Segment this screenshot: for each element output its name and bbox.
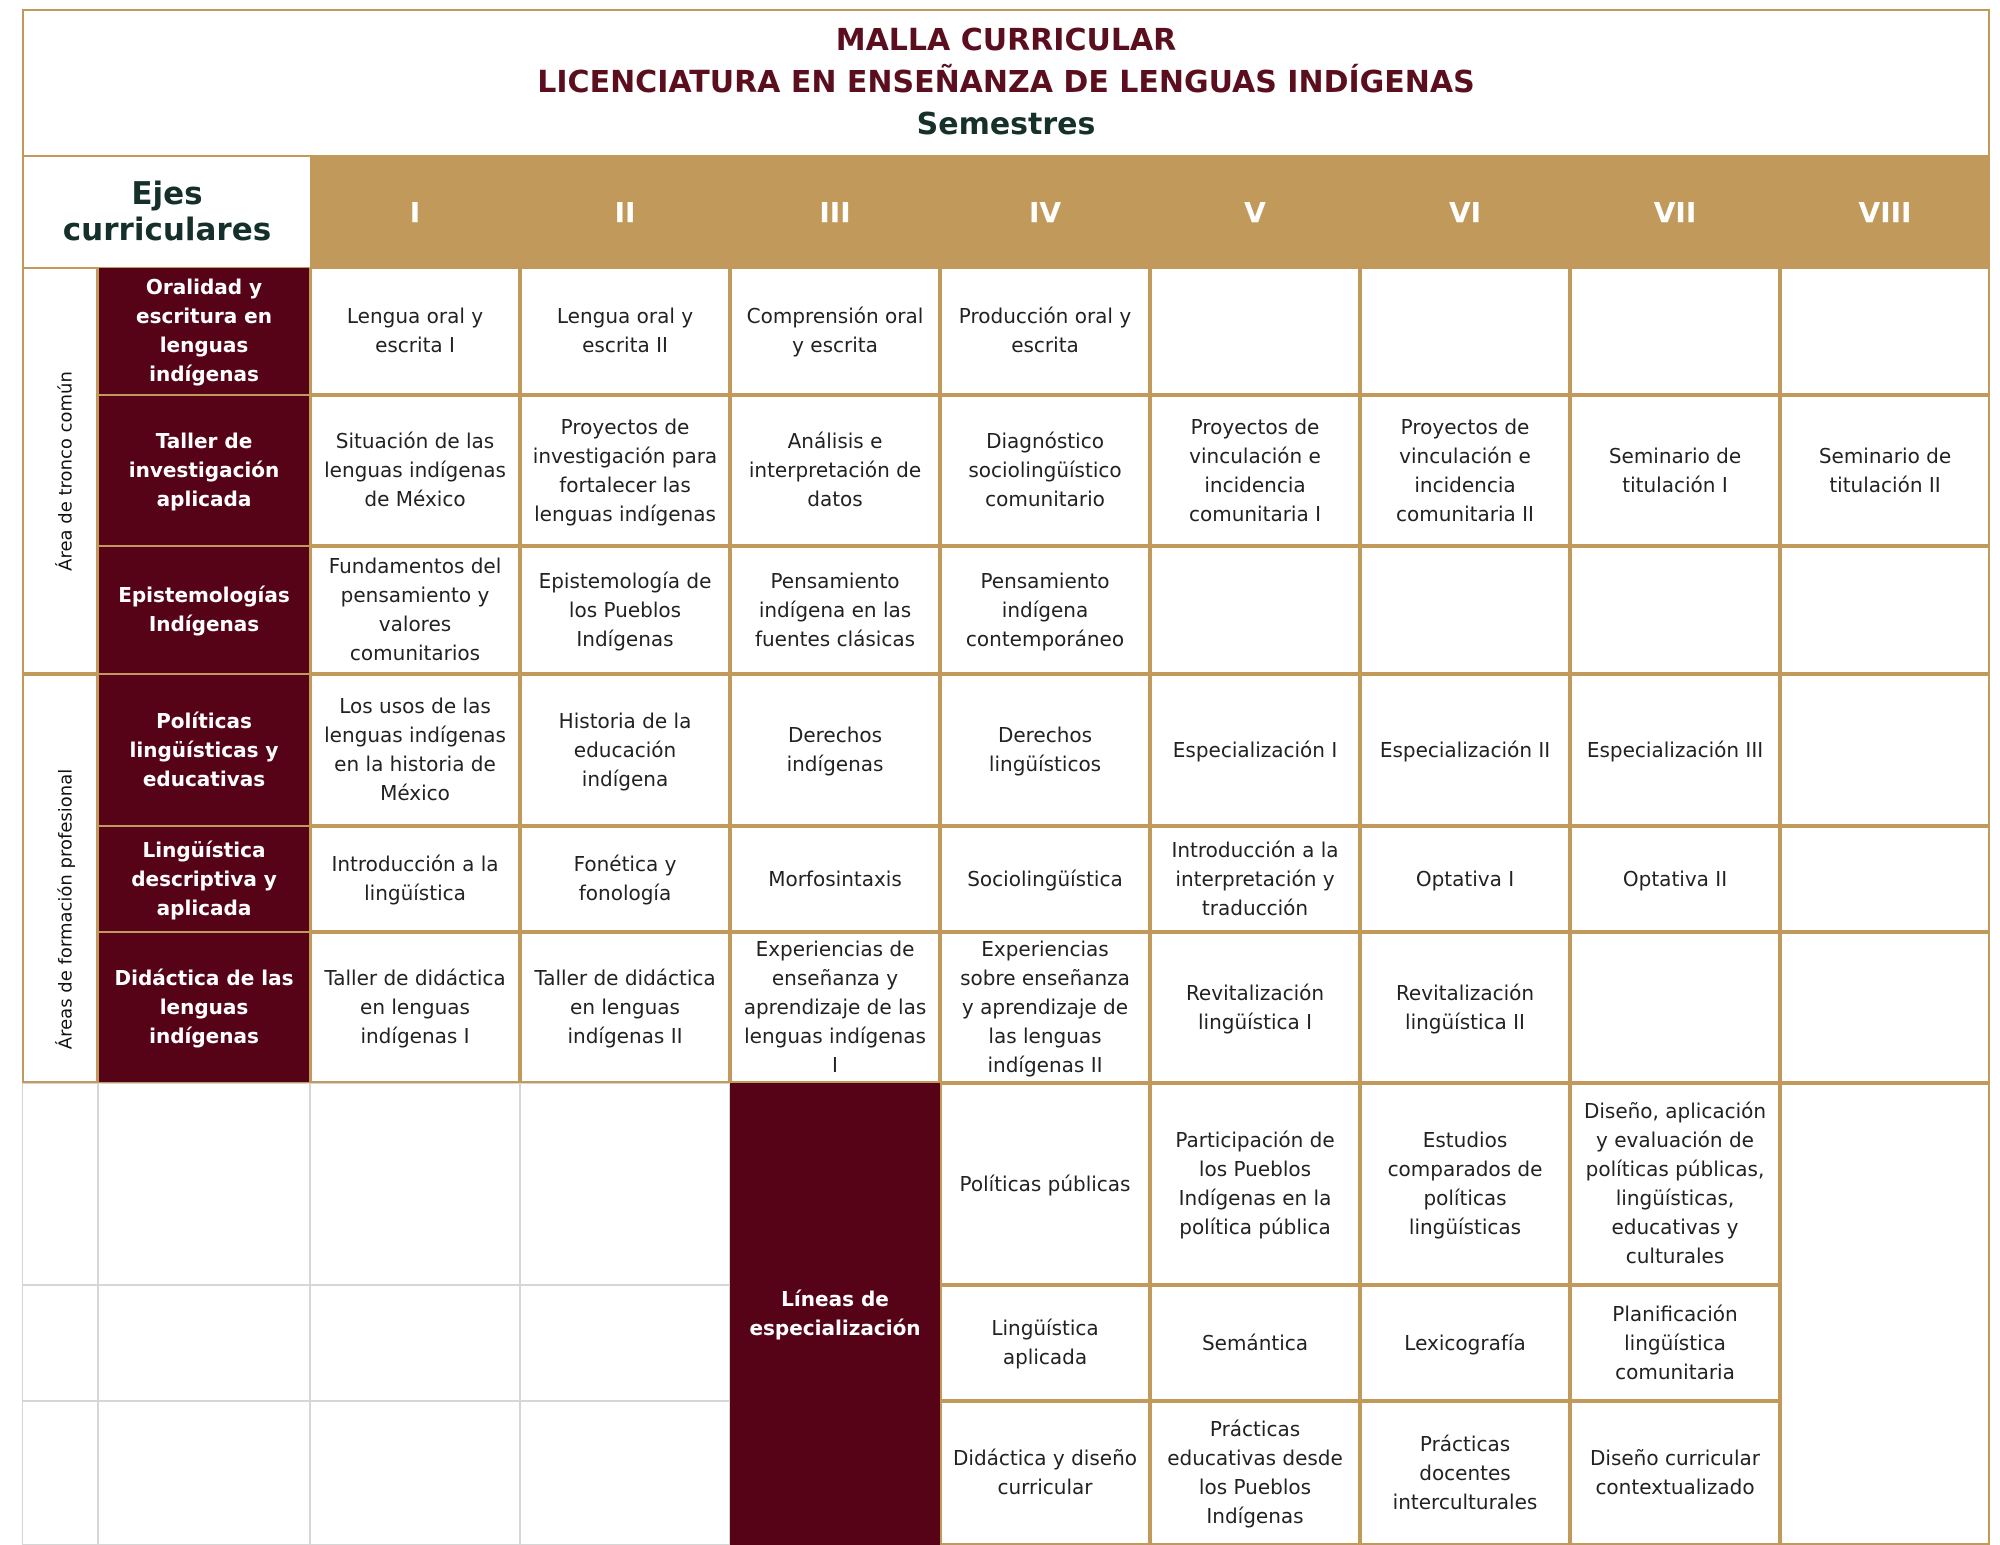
title-semestres: Semestres — [916, 107, 1096, 142]
course-cell — [1570, 267, 1780, 395]
course-cell: Derechos lingüísticos — [940, 674, 1150, 826]
specialization-course-cell: Didáctica y diseño curricular — [940, 1401, 1150, 1545]
specialization-course-cell: Prácticas educativas desde los Pueblos Indígenas — [1150, 1401, 1360, 1545]
course-cell: Pensamiento indígena contemporáneo — [940, 546, 1150, 674]
course-cell: Los usos de las lenguas indígenas en la historia de México — [310, 674, 520, 826]
empty-area-cell — [22, 1285, 98, 1401]
course-cell: Optativa II — [1570, 826, 1780, 932]
axis-label: Oralidad y escritura en lenguas indígenas — [98, 267, 310, 395]
course-cell — [1150, 546, 1360, 674]
course-cell: Lengua oral y escrita I — [310, 267, 520, 395]
empty-area-cell — [22, 1083, 98, 1285]
course-cell: Especialización III — [1570, 674, 1780, 826]
course-cell: Experiencias de enseñanza y aprendizaje de las lenguas indígenas I — [730, 932, 940, 1083]
course-cell: Introducción a la lingüística — [310, 826, 520, 932]
course-cell — [1780, 267, 1990, 395]
course-cell: Especialización II — [1360, 674, 1570, 826]
course-cell: Proyectos de vinculación e incidencia comunitaria I — [1150, 395, 1360, 546]
course-cell: Epistemología de los Pueblos Indígenas — [520, 546, 730, 674]
semester-header-ii: II — [520, 157, 730, 267]
specialization-course-cell: Lexicografía — [1360, 1285, 1570, 1401]
course-cell: Lengua oral y escrita II — [520, 267, 730, 395]
axis-label: Didáctica de las lenguas indígenas — [98, 932, 310, 1083]
course-cell: Revitalización lingüística I — [1150, 932, 1360, 1083]
empty-axis-cell — [98, 1285, 310, 1401]
course-cell: Optativa I — [1360, 826, 1570, 932]
course-cell: Fonética y fonología — [520, 826, 730, 932]
specialization-course-cell: Políticas públicas — [940, 1083, 1150, 1285]
semester-header-i: I — [310, 157, 520, 267]
course-cell: Diagnóstico sociolingüístico comunitario — [940, 395, 1150, 546]
specialization-course-cell: Estudios comparados de políticas lingüísticas — [1360, 1083, 1570, 1285]
course-cell — [1360, 546, 1570, 674]
course-cell — [1780, 674, 1990, 826]
course-cell — [1570, 546, 1780, 674]
empty-cell — [520, 1401, 730, 1545]
course-cell: Pensamiento indígena en las fuentes clásicas — [730, 546, 940, 674]
empty-cell — [310, 1083, 520, 1285]
specialization-course-cell: Participación de los Pueblos Indígenas en la política pública — [1150, 1083, 1360, 1285]
specialization-course-cell: Planificación lingüística comunitaria — [1570, 1285, 1780, 1401]
course-cell: Taller de didáctica en lenguas indígenas I — [310, 932, 520, 1083]
course-cell: Derechos indígenas — [730, 674, 940, 826]
course-cell: Comprensión oral y escrita — [730, 267, 940, 395]
course-cell: Experiencias sobre enseñanza y aprendizaje de las lenguas indígenas II — [940, 932, 1150, 1083]
course-cell: Morfosintaxis — [730, 826, 940, 932]
ejes-curriculares-header: Ejes curriculares — [22, 157, 310, 267]
specialization-course-cell: Diseño curricular contextualizado — [1570, 1401, 1780, 1545]
specialization-course-cell: Diseño, aplicación y evaluación de políticas públicas, lingüísticas, educativas y culturales — [1570, 1083, 1780, 1285]
empty-axis-cell — [98, 1401, 310, 1545]
course-cell: Seminario de titulación II — [1780, 395, 1990, 546]
empty-semester-viii-cell — [1780, 1083, 1990, 1545]
specialization-course-cell: Prácticas docentes interculturales — [1360, 1401, 1570, 1545]
course-cell — [1150, 267, 1360, 395]
semester-header-viii: VIII — [1780, 157, 1990, 267]
semester-header-iii: III — [730, 157, 940, 267]
course-cell: Proyectos de investigación para fortalecer las lenguas indígenas — [520, 395, 730, 546]
specialization-course-cell: Lingüística aplicada — [940, 1285, 1150, 1401]
course-cell: Especialización I — [1150, 674, 1360, 826]
area-tronco-comun-label: Área de tronco común — [55, 370, 77, 571]
semester-header-iv: IV — [940, 157, 1150, 267]
axis-label: Taller de investigación aplicada — [98, 395, 310, 546]
course-cell — [1780, 932, 1990, 1083]
title-block — [22, 9, 1990, 157]
course-cell: Revitalización lingüística II — [1360, 932, 1570, 1083]
course-cell: Sociolingüística — [940, 826, 1150, 932]
course-cell: Introducción a la interpretación y traducción — [1150, 826, 1360, 932]
empty-axis-cell — [98, 1083, 310, 1285]
course-cell: Seminario de titulación I — [1570, 395, 1780, 546]
lineas-especializacion-label: Líneas de especialización — [730, 1083, 940, 1545]
course-cell — [1780, 546, 1990, 674]
empty-cell — [310, 1285, 520, 1401]
course-cell: Análisis e interpretación de datos — [730, 395, 940, 546]
course-cell: Fundamentos del pensamiento y valores comunitarios — [310, 546, 520, 674]
empty-cell — [520, 1083, 730, 1285]
axis-label: Epistemologías Indígenas — [98, 546, 310, 674]
title-line-2: LICENCIATURA EN ENSEÑANZA DE LENGUAS INDÍGENAS — [537, 65, 1475, 100]
empty-area-cell — [22, 1401, 98, 1545]
empty-cell — [520, 1285, 730, 1401]
course-cell: Situación de las lenguas indígenas de México — [310, 395, 520, 546]
semester-header-vii: VII — [1570, 157, 1780, 267]
area-formacion-profesional-label: Áreas de formación profesional — [55, 768, 77, 1049]
course-cell — [1780, 826, 1990, 932]
course-cell: Producción oral y escrita — [940, 267, 1150, 395]
axis-label: Políticas lingüísticas y educativas — [98, 674, 310, 826]
specialization-course-cell: Semántica — [1150, 1285, 1360, 1401]
course-cell: Proyectos de vinculación e incidencia comunitaria II — [1360, 395, 1570, 546]
title-line-1: MALLA CURRICULAR — [835, 23, 1177, 58]
semester-header-v: V — [1150, 157, 1360, 267]
course-cell: Historia de la educación indígena — [520, 674, 730, 826]
course-cell — [1360, 267, 1570, 395]
empty-cell — [310, 1401, 520, 1545]
semester-header-vi: VI — [1360, 157, 1570, 267]
course-cell: Taller de didáctica en lenguas indígenas II — [520, 932, 730, 1083]
axis-label: Lingüística descriptiva y aplicada — [98, 826, 310, 932]
course-cell — [1570, 932, 1780, 1083]
